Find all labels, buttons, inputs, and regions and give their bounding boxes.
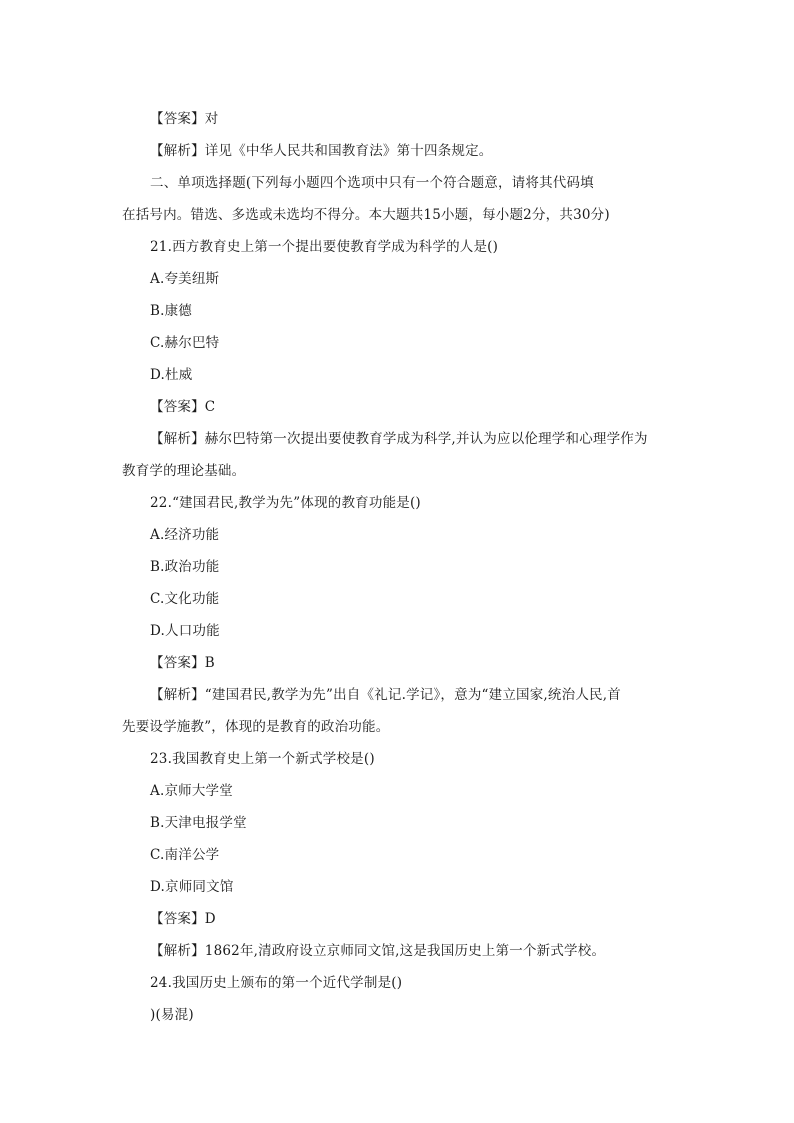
option-a: A.夸美纽斯 bbox=[150, 271, 220, 287]
answer-line: 【答案】C bbox=[150, 399, 216, 415]
question-23: 23.我国教育史上第一个新式学校是() bbox=[150, 751, 375, 767]
option-a: A.经济功能 bbox=[150, 527, 220, 543]
analysis-line-continued: 先要设学施教”，体现的是教育的政治功能。 bbox=[122, 719, 390, 735]
option-c: C.文化功能 bbox=[150, 591, 220, 607]
question-22: 22.“建国君民,教学为先”体现的教育功能是() bbox=[150, 495, 421, 511]
question-21: 21.西方教育史上第一个提出要使教育学成为科学的人是() bbox=[150, 239, 499, 255]
option-d: D.人口功能 bbox=[150, 623, 220, 639]
section-heading-continued: 在括号内。错选、多选或未选均不得分。本大题共15小题，每小题2分，共30分) bbox=[122, 207, 610, 223]
option-a: A.京师大学堂 bbox=[150, 783, 233, 799]
option-d: D.京师同文馆 bbox=[150, 879, 234, 895]
analysis-line: 【解析】“建国君民,教学为先”出自《礼记.学记》，意为“建立国家,统治人民,首 bbox=[150, 687, 621, 703]
question-note: )(易混) bbox=[150, 1007, 194, 1023]
answer-line: 【答案】对 bbox=[150, 111, 219, 127]
answer-line: 【答案】D bbox=[150, 911, 216, 927]
analysis-line: 【解析】1862年,清政府设立京师同文馆,这是我国历史上第一个新式学校。 bbox=[150, 943, 606, 959]
option-c: C.南洋公学 bbox=[150, 847, 220, 863]
analysis-line-continued: 教育学的理论基础。 bbox=[122, 463, 246, 479]
option-d: D.杜威 bbox=[150, 367, 193, 383]
analysis-line: 【解析】详见《中华人民共和国教育法》第十四条规定。 bbox=[150, 143, 493, 159]
option-c: C.赫尔巴特 bbox=[150, 335, 220, 351]
analysis-line: 【解析】赫尔巴特第一次提出要使教育学成为科学,并认为应以伦理学和心理学作为 bbox=[150, 431, 648, 447]
section-heading: 二、单项选择题(下列每小题四个选项中只有一个符合题意，请将其代码填 bbox=[150, 175, 594, 191]
question-24: 24.我国历史上颁布的第一个近代学制是() bbox=[150, 975, 403, 991]
option-b: B.康德 bbox=[150, 303, 193, 319]
option-b: B.天津电报学堂 bbox=[150, 815, 247, 831]
option-b: B.政治功能 bbox=[150, 559, 220, 575]
answer-line: 【答案】B bbox=[150, 655, 215, 671]
